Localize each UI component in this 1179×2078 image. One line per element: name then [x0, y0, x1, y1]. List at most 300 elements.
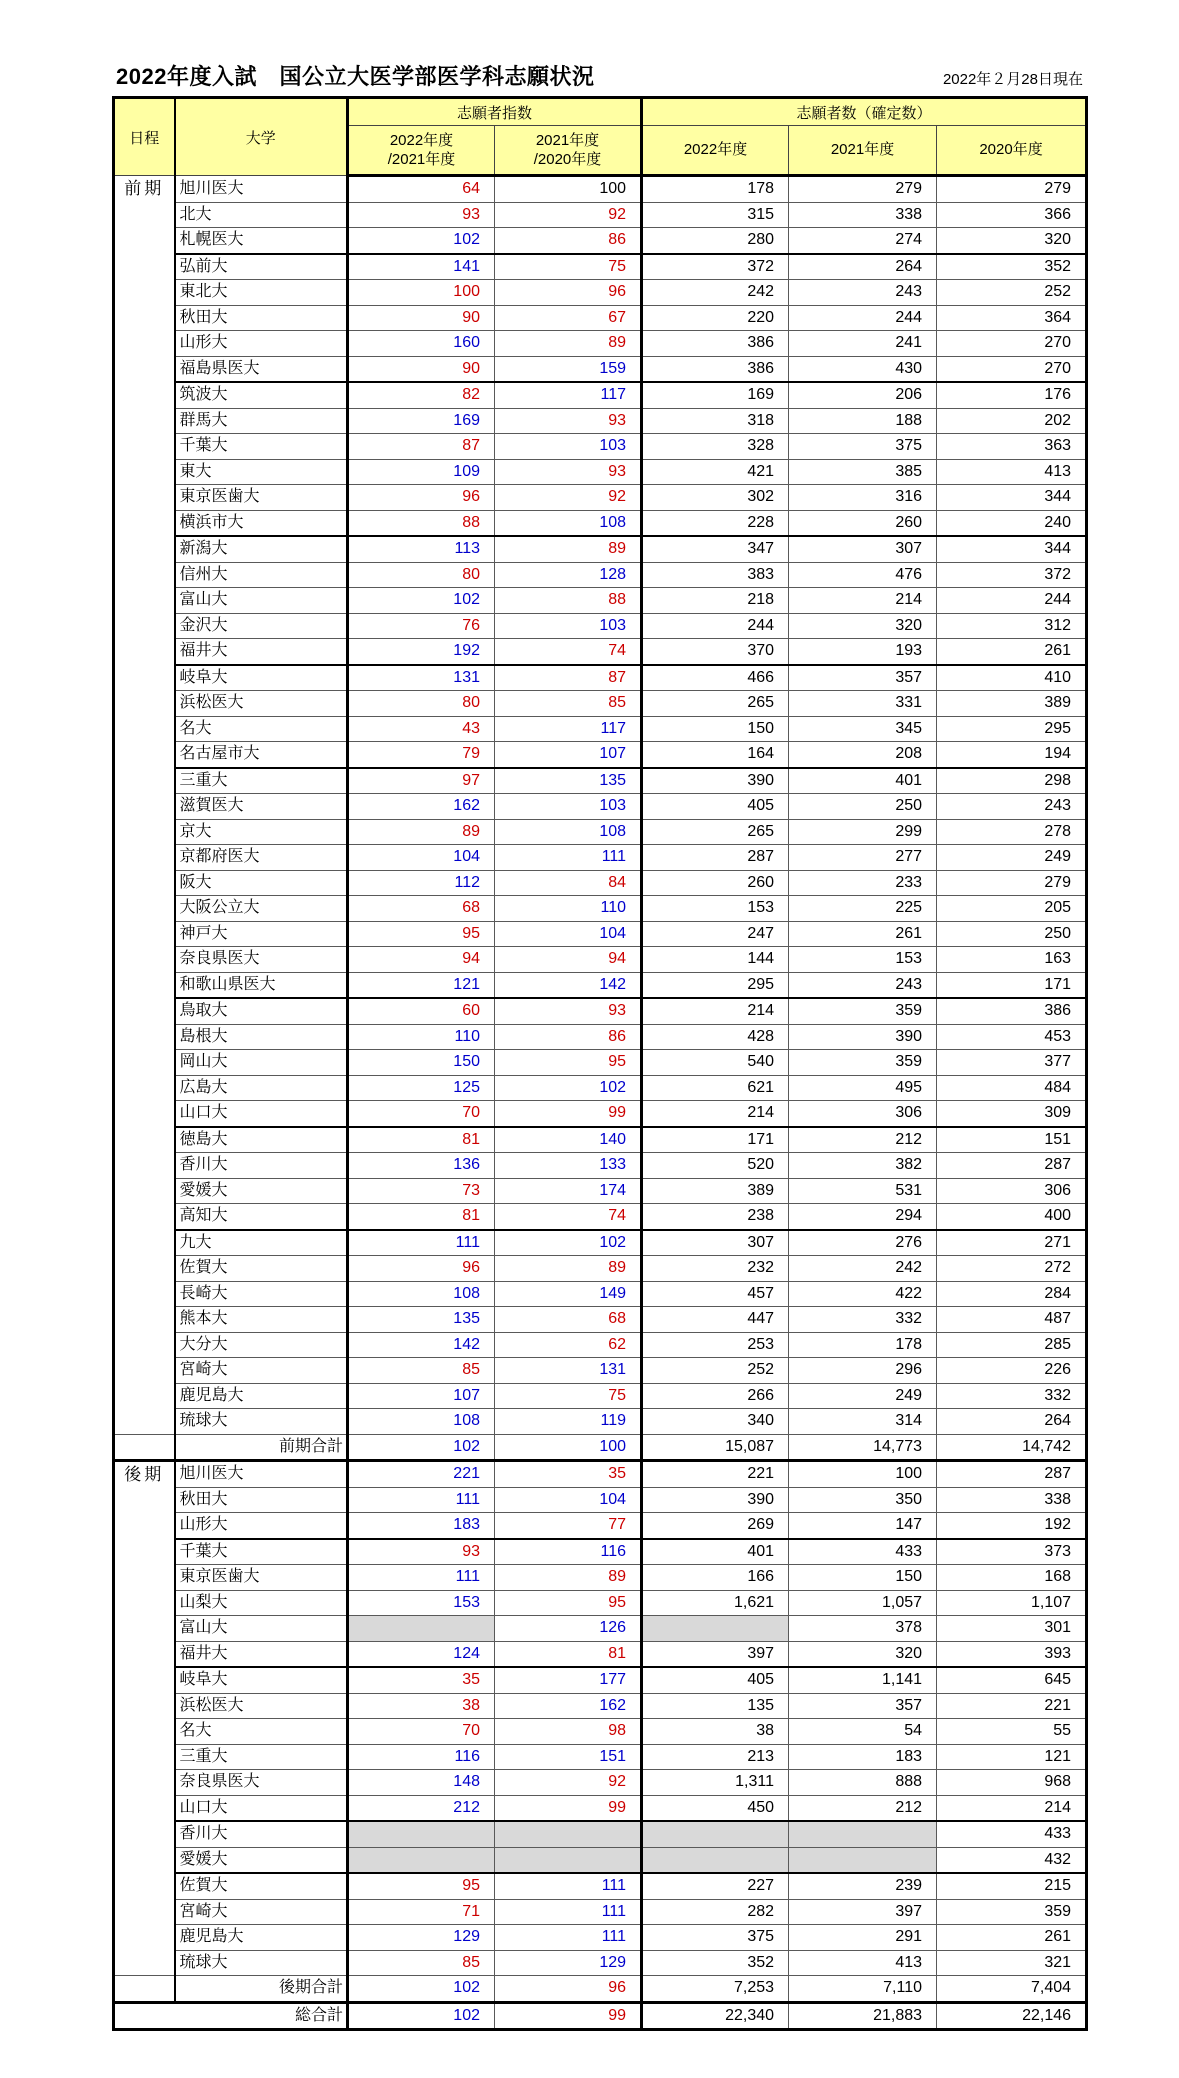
index-2022-2021-cell: 192: [348, 639, 495, 665]
count-2022-cell: 405: [642, 794, 789, 820]
count-2021-cell: 214: [789, 588, 937, 614]
index-2021-2020-cell: [495, 1847, 642, 1873]
university-cell: 愛媛大: [175, 1847, 348, 1873]
index-2022-2021-cell: 183: [348, 1513, 495, 1539]
count-2022-cell: 621: [642, 1075, 789, 1101]
university-cell: 富山大: [175, 588, 348, 614]
index-2021-2020-cell: 99: [495, 2002, 642, 2030]
university-cell: 九大: [175, 1230, 348, 1256]
index-2022-2021-cell: 153: [348, 1590, 495, 1616]
index-2022-2021-cell: 111: [348, 1565, 495, 1591]
count-2022-cell: 150: [642, 716, 789, 742]
index-2022-2021-cell: 102: [348, 588, 495, 614]
university-cell: 愛媛大: [175, 1178, 348, 1204]
table-row: [114, 1513, 1087, 1539]
university-cell: 宮崎大: [175, 1899, 348, 1925]
index-2021-2020-cell: 99: [495, 1101, 642, 1127]
index-2022-2021-cell: 94: [348, 947, 495, 973]
index-2021-2020-cell: 111: [495, 1925, 642, 1951]
university-cell: 秋田大: [175, 1487, 348, 1513]
index-2021-2020-cell: 75: [495, 1383, 642, 1409]
index-2022-2021-cell: 90: [348, 356, 495, 382]
index-2021-2020-cell: 111: [495, 1873, 642, 1899]
count-2021-cell: 413: [789, 1950, 937, 1976]
index-2022-2021-cell: 85: [348, 1358, 495, 1384]
table-row: [114, 1873, 1087, 1899]
university-cell: 旭川医大: [175, 1461, 348, 1488]
count-2022-cell: 386: [642, 356, 789, 382]
index-2022-2021-cell: 95: [348, 921, 495, 947]
count-2021-cell: 241: [789, 331, 937, 357]
section-total-label: 後期合計: [175, 1976, 348, 2003]
index-2021-2020-cell: 151: [495, 1744, 642, 1770]
index-2021-2020-cell: 104: [495, 1487, 642, 1513]
count-2022-cell: 390: [642, 768, 789, 794]
index-2022-2021-cell: 110: [348, 1024, 495, 1050]
index-2021-2020-cell: 98: [495, 1719, 642, 1745]
index-2022-2021-cell: 212: [348, 1795, 495, 1821]
table-row: [114, 768, 1087, 794]
count-2021-cell: 14,773: [789, 1434, 937, 1461]
index-2022-2021-cell: 135: [348, 1307, 495, 1333]
count-2021-cell: 225: [789, 896, 937, 922]
as-of-date: 2022年２月28日現在: [942, 71, 1083, 88]
count-2021-cell: [789, 1821, 937, 1847]
count-2021-cell: 188: [789, 408, 937, 434]
index-2021-2020-cell: 85: [495, 691, 642, 717]
table-row: [114, 639, 1087, 665]
count-2022-cell: 401: [642, 1539, 789, 1565]
count-2021-cell: 264: [789, 254, 937, 280]
university-cell: 岡山大: [175, 1050, 348, 1076]
count-2021-cell: 306: [789, 1101, 937, 1127]
university-cell: 弘前大: [175, 254, 348, 280]
count-2022-cell: 302: [642, 485, 789, 511]
count-2021-cell: 331: [789, 691, 937, 717]
index-2022-2021-cell: 100: [348, 280, 495, 306]
university-cell: 筑波大: [175, 382, 348, 408]
count-2020-cell: 484: [937, 1075, 1087, 1101]
table-row: [114, 562, 1087, 588]
university-cell: 長崎大: [175, 1281, 348, 1307]
index-2021-2020-cell: 99: [495, 1795, 642, 1821]
index-2022-2021-cell: 124: [348, 1641, 495, 1667]
count-2022-cell: 22,340: [642, 2002, 789, 2030]
table-row: [114, 972, 1087, 998]
count-2020-cell: 221: [937, 1693, 1087, 1719]
table-row: [114, 1847, 1087, 1873]
count-2022-cell: 266: [642, 1383, 789, 1409]
count-2022-cell: 352: [642, 1950, 789, 1976]
count-2021-cell: 296: [789, 1358, 937, 1384]
count-2022-cell: 457: [642, 1281, 789, 1307]
index-2022-2021-cell: 93: [348, 1539, 495, 1565]
table-row: [114, 1925, 1087, 1951]
count-2020-cell: 171: [937, 972, 1087, 998]
university-cell: 島根大: [175, 1024, 348, 1050]
table-row: [114, 1383, 1087, 1409]
header-university: 大学: [175, 98, 348, 176]
table-row: [114, 794, 1087, 820]
index-2021-2020-cell: 67: [495, 305, 642, 331]
index-2022-2021-cell: 96: [348, 485, 495, 511]
university-cell: 大阪公立大: [175, 896, 348, 922]
university-cell: 秋田大: [175, 305, 348, 331]
index-2022-2021-cell: 89: [348, 819, 495, 845]
count-2022-cell: 372: [642, 254, 789, 280]
index-2021-2020-cell: 100: [495, 176, 642, 203]
grand-total-row: [114, 2002, 1087, 2030]
table-row: [114, 1307, 1087, 1333]
count-2020-cell: 194: [937, 742, 1087, 768]
university-cell: 浜松医大: [175, 691, 348, 717]
count-2022-cell: 213: [642, 1744, 789, 1770]
university-cell: 佐賀大: [175, 1873, 348, 1899]
count-2022-cell: 540: [642, 1050, 789, 1076]
count-2020-cell: 295: [937, 716, 1087, 742]
university-cell: 富山大: [175, 1616, 348, 1642]
university-cell: 東大: [175, 459, 348, 485]
count-2020-cell: 344: [937, 536, 1087, 562]
index-2022-2021-cell: 35: [348, 1667, 495, 1693]
index-2021-2020-cell: 89: [495, 1565, 642, 1591]
table-row: [114, 1256, 1087, 1282]
index-2021-2020-cell: 117: [495, 716, 642, 742]
count-2020-cell: 968: [937, 1770, 1087, 1796]
count-2020-cell: 321: [937, 1950, 1087, 1976]
index-2022-2021-cell: 150: [348, 1050, 495, 1076]
index-2021-2020-cell: 81: [495, 1641, 642, 1667]
count-2020-cell: 373: [937, 1539, 1087, 1565]
table-row: [114, 1204, 1087, 1230]
count-2022-cell: 220: [642, 305, 789, 331]
university-cell: 奈良県医大: [175, 947, 348, 973]
count-2021-cell: 390: [789, 1024, 937, 1050]
count-2020-cell: 359: [937, 1899, 1087, 1925]
count-2020-cell: 298: [937, 768, 1087, 794]
schedule-cell: 前期: [114, 176, 175, 1435]
index-2021-2020-cell: 131: [495, 1358, 642, 1384]
index-2022-2021-cell: 73: [348, 1178, 495, 1204]
count-2021-cell: 332: [789, 1307, 937, 1333]
count-2021-cell: 279: [789, 176, 937, 203]
index-2021-2020-cell: 129: [495, 1950, 642, 1976]
university-cell: 金沢大: [175, 613, 348, 639]
index-2022-2021-cell: 102: [348, 2002, 495, 2030]
count-2022-cell: 171: [642, 1127, 789, 1153]
count-2021-cell: 401: [789, 768, 937, 794]
table-row: [114, 1409, 1087, 1435]
university-cell: 京都府医大: [175, 845, 348, 871]
index-2021-2020-cell: 86: [495, 1024, 642, 1050]
index-2021-2020-cell: 116: [495, 1539, 642, 1565]
table-row: [114, 510, 1087, 536]
count-2022-cell: 280: [642, 228, 789, 254]
index-2021-2020-cell: 92: [495, 1770, 642, 1796]
index-2021-2020-cell: 88: [495, 588, 642, 614]
index-2021-2020-cell: 126: [495, 1616, 642, 1642]
table-row: [114, 1487, 1087, 1513]
count-2021-cell: 888: [789, 1770, 937, 1796]
index-2021-2020-cell: 89: [495, 1256, 642, 1282]
table-body: [114, 176, 1087, 2030]
index-2022-2021-cell: 111: [348, 1230, 495, 1256]
table-row: [114, 896, 1087, 922]
count-2021-cell: 1,057: [789, 1590, 937, 1616]
index-2022-2021-cell: 81: [348, 1127, 495, 1153]
university-cell: 京大: [175, 819, 348, 845]
table-row: [114, 176, 1087, 203]
university-cell: 横浜市大: [175, 510, 348, 536]
university-cell: 高知大: [175, 1204, 348, 1230]
count-2022-cell: 328: [642, 434, 789, 460]
count-2020-cell: 261: [937, 1925, 1087, 1951]
table-row: [114, 459, 1087, 485]
section-total-row: [114, 1976, 1087, 2003]
count-2022-cell: 260: [642, 870, 789, 896]
count-2020-cell: 309: [937, 1101, 1087, 1127]
index-2021-2020-cell: 35: [495, 1461, 642, 1488]
index-2022-2021-cell: 102: [348, 1976, 495, 2003]
index-2021-2020-cell: 100: [495, 1434, 642, 1461]
count-2022-cell: 307: [642, 1230, 789, 1256]
table-row: [114, 1590, 1087, 1616]
university-cell: 和歌山県医大: [175, 972, 348, 998]
table-row: [114, 870, 1087, 896]
index-2022-2021-cell: 71: [348, 1899, 495, 1925]
index-2022-2021-cell: 162: [348, 794, 495, 820]
index-2022-2021-cell: 102: [348, 1434, 495, 1461]
index-2021-2020-cell: 128: [495, 562, 642, 588]
count-2020-cell: 244: [937, 588, 1087, 614]
count-2022-cell: 269: [642, 1513, 789, 1539]
count-2020-cell: 7,404: [937, 1976, 1087, 2003]
index-2022-2021-cell: 95: [348, 1873, 495, 1899]
table-row: [114, 1641, 1087, 1667]
university-cell: 山形大: [175, 1513, 348, 1539]
count-2021-cell: 299: [789, 819, 937, 845]
count-2021-cell: 359: [789, 1050, 937, 1076]
index-2022-2021-cell: 85: [348, 1950, 495, 1976]
index-2022-2021-cell: 113: [348, 536, 495, 562]
count-2022-cell: 405: [642, 1667, 789, 1693]
index-2021-2020-cell: 133: [495, 1153, 642, 1179]
count-2020-cell: 271: [937, 1230, 1087, 1256]
table-row: [114, 1744, 1087, 1770]
index-2022-2021-cell: 125: [348, 1075, 495, 1101]
table-row: [114, 1050, 1087, 1076]
count-2022-cell: 428: [642, 1024, 789, 1050]
index-2021-2020-cell: 95: [495, 1050, 642, 1076]
university-cell: 東京医歯大: [175, 1565, 348, 1591]
table-row: [114, 254, 1087, 280]
count-2021-cell: 243: [789, 280, 937, 306]
count-2020-cell: 386: [937, 998, 1087, 1024]
index-2021-2020-cell: 142: [495, 972, 642, 998]
university-cell: 東京医歯大: [175, 485, 348, 511]
count-2022-cell: 244: [642, 613, 789, 639]
index-2022-2021-cell: 87: [348, 434, 495, 460]
count-2021-cell: 350: [789, 1487, 937, 1513]
count-2022-cell: 144: [642, 947, 789, 973]
university-cell: 熊本大: [175, 1307, 348, 1333]
count-2020-cell: 433: [937, 1821, 1087, 1847]
header-count-group: 志願者数（確定数）: [642, 98, 1087, 126]
count-2021-cell: 294: [789, 1204, 937, 1230]
count-2021-cell: 359: [789, 998, 937, 1024]
index-2021-2020-cell: 77: [495, 1513, 642, 1539]
index-2021-2020-cell: 89: [495, 331, 642, 357]
count-2020-cell: 363: [937, 434, 1087, 460]
count-2021-cell: 250: [789, 794, 937, 820]
count-2020-cell: 338: [937, 1487, 1087, 1513]
university-cell: 三重大: [175, 768, 348, 794]
index-2022-2021-cell: 68: [348, 896, 495, 922]
table-row: [114, 947, 1087, 973]
table-row: [114, 1539, 1087, 1565]
index-2022-2021-cell: 112: [348, 870, 495, 896]
count-2021-cell: 261: [789, 921, 937, 947]
count-2020-cell: 487: [937, 1307, 1087, 1333]
table-row: [114, 1178, 1087, 1204]
table-row: [114, 921, 1087, 947]
index-2021-2020-cell: 103: [495, 613, 642, 639]
index-2022-2021-cell: 64: [348, 176, 495, 203]
count-2022-cell: 135: [642, 1693, 789, 1719]
table-row: [114, 1101, 1087, 1127]
index-2022-2021-cell: 131: [348, 665, 495, 691]
count-2022-cell: 164: [642, 742, 789, 768]
university-cell: 山口大: [175, 1101, 348, 1127]
index-2022-2021-cell: 221: [348, 1461, 495, 1488]
count-2022-cell: 466: [642, 665, 789, 691]
count-2020-cell: 279: [937, 870, 1087, 896]
index-2021-2020-cell: 74: [495, 1204, 642, 1230]
count-2020-cell: 287: [937, 1461, 1087, 1488]
header-count-2022: 2022年度: [642, 126, 789, 176]
count-2021-cell: 476: [789, 562, 937, 588]
count-2021-cell: 345: [789, 716, 937, 742]
university-cell: 奈良県医大: [175, 1770, 348, 1796]
count-2022-cell: 15,087: [642, 1434, 789, 1461]
count-2021-cell: 375: [789, 434, 937, 460]
index-2021-2020-cell: 94: [495, 947, 642, 973]
count-2020-cell: 252: [937, 280, 1087, 306]
university-cell: 千葉大: [175, 434, 348, 460]
application-status-table: [112, 96, 1088, 2031]
schedule-empty-cell: [114, 1976, 175, 2003]
university-cell: 信州大: [175, 562, 348, 588]
count-2020-cell: 14,742: [937, 1434, 1087, 1461]
index-2022-2021-cell: 108: [348, 1281, 495, 1307]
count-2021-cell: 178: [789, 1332, 937, 1358]
count-2022-cell: 295: [642, 972, 789, 998]
count-2020-cell: 301: [937, 1616, 1087, 1642]
university-cell: 福島県医大: [175, 356, 348, 382]
university-cell: 佐賀大: [175, 1256, 348, 1282]
count-2020-cell: 284: [937, 1281, 1087, 1307]
university-cell: 山梨大: [175, 1590, 348, 1616]
count-2021-cell: 495: [789, 1075, 937, 1101]
university-cell: 岐阜大: [175, 1667, 348, 1693]
table-row: [114, 1950, 1087, 1976]
index-2022-2021-cell: 38: [348, 1693, 495, 1719]
table-row: [114, 280, 1087, 306]
university-cell: 山形大: [175, 331, 348, 357]
count-2020-cell: 163: [937, 947, 1087, 973]
count-2022-cell: 166: [642, 1565, 789, 1591]
count-2022-cell: 242: [642, 280, 789, 306]
table-row: [114, 1024, 1087, 1050]
count-2020-cell: 393: [937, 1641, 1087, 1667]
count-2020-cell: 202: [937, 408, 1087, 434]
index-2021-2020-cell: 108: [495, 819, 642, 845]
index-2021-2020-cell: 93: [495, 459, 642, 485]
index-2021-2020-cell: 75: [495, 254, 642, 280]
count-2021-cell: 239: [789, 1873, 937, 1899]
count-2021-cell: 307: [789, 536, 937, 562]
index-2022-2021-cell: 90: [348, 305, 495, 331]
count-2022-cell: 169: [642, 382, 789, 408]
table-row: [114, 1127, 1087, 1153]
university-cell: 宮崎大: [175, 1358, 348, 1384]
table-row: [114, 845, 1087, 871]
count-2021-cell: 183: [789, 1744, 937, 1770]
count-2022-cell: [642, 1616, 789, 1642]
count-2020-cell: 176: [937, 382, 1087, 408]
index-2021-2020-cell: 93: [495, 408, 642, 434]
count-2021-cell: 277: [789, 845, 937, 871]
count-2020-cell: 270: [937, 356, 1087, 382]
count-2021-cell: 7,110: [789, 1976, 937, 2003]
section-total-label: 前期合計: [175, 1434, 348, 1461]
table-row: [114, 665, 1087, 691]
count-2021-cell: 233: [789, 870, 937, 896]
section-total-row: [114, 1434, 1087, 1461]
count-2022-cell: 1,311: [642, 1770, 789, 1796]
table-row: [114, 485, 1087, 511]
index-2021-2020-cell: 149: [495, 1281, 642, 1307]
count-2020-cell: 364: [937, 305, 1087, 331]
index-2021-2020-cell: 111: [495, 1899, 642, 1925]
count-2021-cell: 382: [789, 1153, 937, 1179]
count-2022-cell: 340: [642, 1409, 789, 1435]
table-row: [114, 588, 1087, 614]
table-row: [114, 408, 1087, 434]
count-2022-cell: 265: [642, 819, 789, 845]
count-2021-cell: 357: [789, 665, 937, 691]
count-2022-cell: 214: [642, 1101, 789, 1127]
university-cell: 鹿児島大: [175, 1925, 348, 1951]
university-cell: 福井大: [175, 639, 348, 665]
count-2020-cell: 1,107: [937, 1590, 1087, 1616]
count-2022-cell: 153: [642, 896, 789, 922]
index-2022-2021-cell: 142: [348, 1332, 495, 1358]
index-2022-2021-cell: 70: [348, 1719, 495, 1745]
table-row: [114, 228, 1087, 254]
count-2022-cell: 315: [642, 202, 789, 228]
title-bar: [112, 60, 1085, 96]
count-2022-cell: 287: [642, 845, 789, 871]
count-2021-cell: 212: [789, 1795, 937, 1821]
count-2020-cell: 249: [937, 845, 1087, 871]
table-row: [114, 1230, 1087, 1256]
count-2021-cell: 422: [789, 1281, 937, 1307]
index-2021-2020-cell: 74: [495, 639, 642, 665]
university-cell: 鹿児島大: [175, 1383, 348, 1409]
count-2022-cell: 390: [642, 1487, 789, 1513]
index-2021-2020-cell: 92: [495, 485, 642, 511]
